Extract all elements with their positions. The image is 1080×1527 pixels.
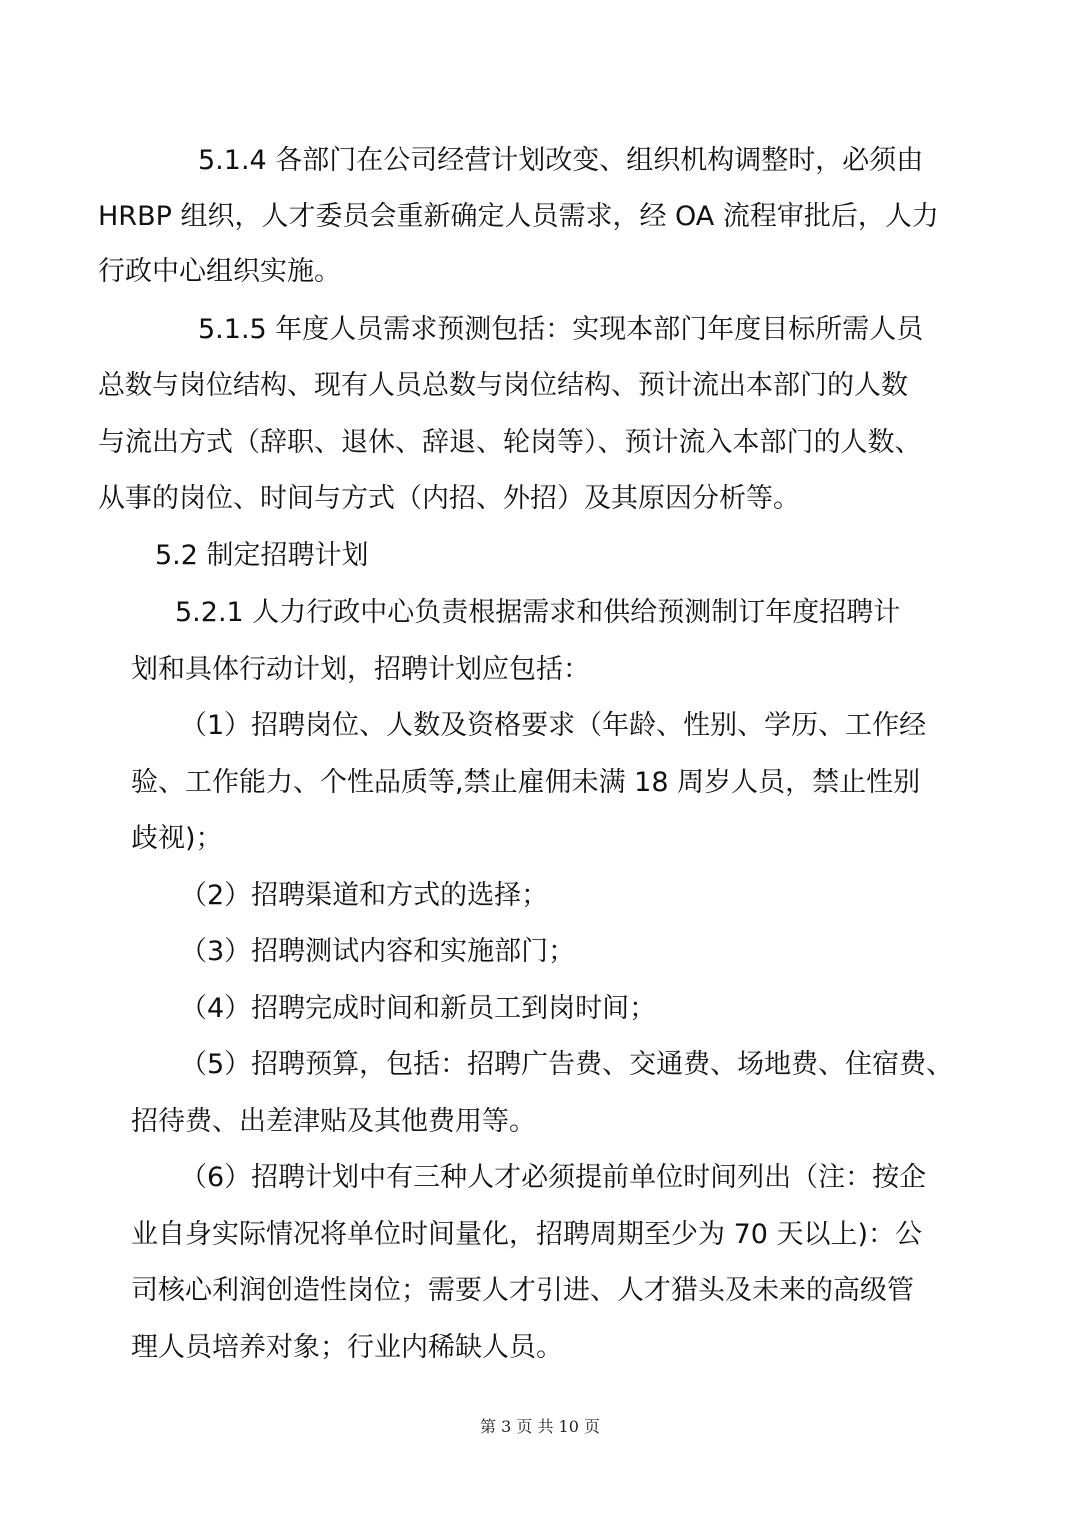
text-line: 5.1.4 各部门在公司经营计划改变、组织机构调整时，必须由	[198, 145, 924, 176]
text-line: 行政中心组织实施。	[98, 256, 341, 287]
text-line: 总数与岗位结构、现有人员总数与岗位结构、预计流出本部门的人数	[98, 370, 908, 401]
section-heading: 5.2 制定招聘计划	[155, 540, 369, 571]
list-item: （3）招聘测试内容和实施部门；	[180, 936, 576, 967]
list-item: （6）招聘计划中有三种人才必须提前单位时间列出（注：按企	[180, 1162, 927, 1193]
text-line: 划和具体行动计划，招聘计划应包括：	[131, 654, 590, 685]
page-number-footer: 第 3 页 共 10 页	[480, 1417, 600, 1436]
list-item: （2）招聘渠道和方式的选择；	[180, 880, 549, 911]
text-line: 司核心利润创造性岗位；需要人才引进、人才猎头及未来的高级管	[131, 1275, 914, 1306]
text-line: 歧视)；	[131, 823, 223, 854]
list-item: （4）招聘完成时间和新员工到岗时间；	[180, 993, 657, 1024]
text-line: 从事的岗位、时间与方式（内招、外招）及其原因分析等。	[98, 483, 800, 514]
text-line: 5.1.5 年度人员需求预测包括：实现本部门年度目标所需人员	[198, 314, 924, 345]
list-item: （5）招聘预算，包括：招聘广告费、交通费、场地费、住宿费、	[180, 1049, 954, 1080]
text-line: 验、工作能力、个性品质等,禁止雇佣未满 18 周岁人员，禁止性别	[131, 767, 921, 798]
text-line: 招待费、出差津贴及其他费用等。	[131, 1106, 536, 1137]
text-line: 5.2.1 人力行政中心负责根据需求和供给预测制订年度招聘计	[175, 597, 901, 628]
text-line: 业自身实际情况将单位时间量化，招聘周期至少为 70 天以上)：公	[131, 1219, 923, 1250]
text-line: HRBP 组织，人才委员会重新确定人员需求，经 OA 流程审批后，人力	[98, 201, 939, 232]
text-line: 理人员培养对象；行业内稀缺人员。	[131, 1332, 563, 1363]
text-line: 与流出方式（辞职、退休、辞退、轮岗等）、预计流入本部门的人数、	[98, 427, 922, 458]
list-item: （1）招聘岗位、人数及资格要求（年龄、性别、学历、工作经	[180, 710, 927, 741]
